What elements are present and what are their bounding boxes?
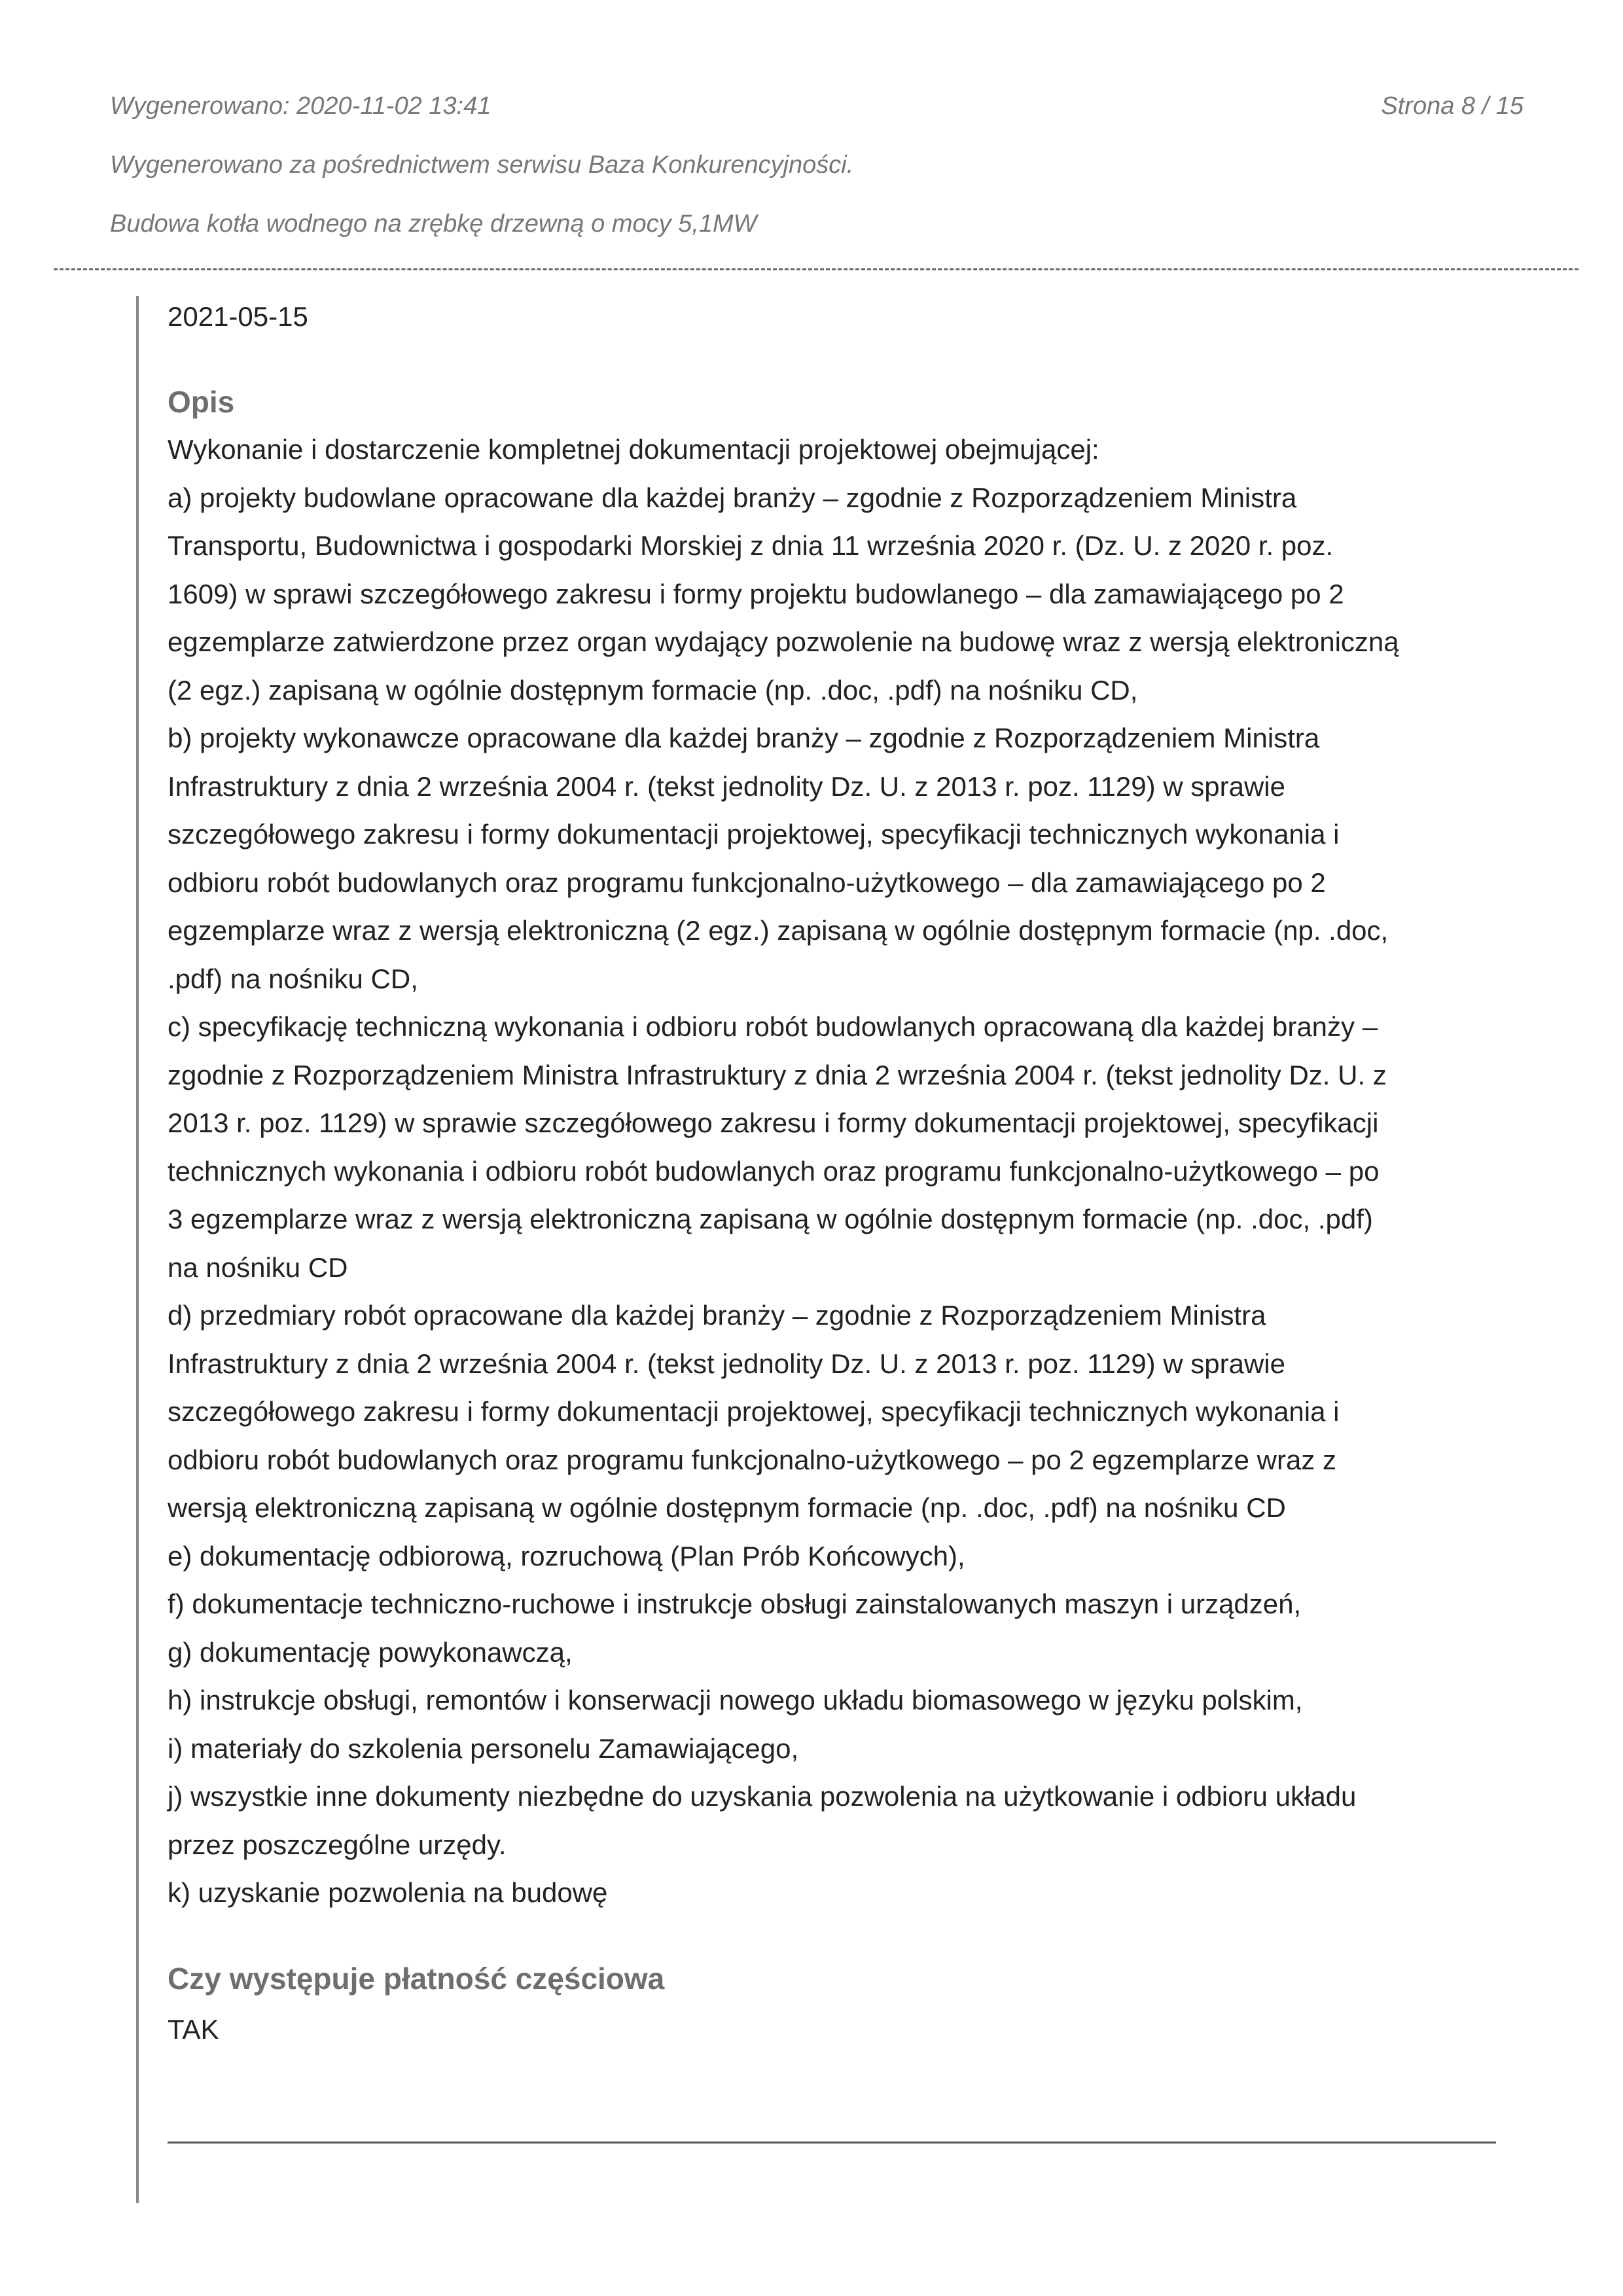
partial-payment-value: TAK: [168, 2013, 219, 2045]
description-line: Wykonanie i dostarczenie kompletnej dokumentacji projektowej obejmującej:: [168, 434, 1099, 465]
description-line: odbioru robót budowlanych oraz programu funkcjonalno-użytkowego – po 2 egzemplarze wraz z: [168, 1444, 1337, 1475]
description-line: zgodnie z Rozporządzeniem Ministra Infrastruktury z dnia 2 września 2004 r. (tekst jednolity Dz. U. z: [168, 1059, 1387, 1090]
description-line: .pdf) na nośniku CD,: [168, 963, 418, 994]
description-line: wersją elektroniczną zapisaną w ogólnie dostępnym formacie (np. .doc, .pdf) na nośniku CD: [168, 1492, 1286, 1523]
section-bottom-rule: [168, 2142, 1496, 2144]
description-line: przez poszczególne urzędy.: [168, 1829, 507, 1860]
description-line: 1609) w sprawi szczegółowego zakresu i formy projektu budowlanego – dla zamawiającego po 2: [168, 578, 1344, 609]
description-line: f) dokumentacje techniczno-ruchowe i instrukcje obsługi zainstalowanych maszyn i urządzeń,: [168, 1588, 1302, 1619]
section-left-rule: [136, 296, 139, 2203]
description-line: a) projekty budowlane opracowane dla każdej branży – zgodnie z Rozporządzeniem Ministra: [168, 482, 1297, 513]
description-line: e) dokumentację odbiorową, rozruchową (Plan Prób Końcowych),: [168, 1540, 965, 1571]
description-line: j) wszystkie inne dokumenty niezbędne do uzyskania pozwolenia na użytkowanie i odbioru układu: [168, 1781, 1357, 1812]
description-body: [168, 425, 1503, 1917]
content-section: [168, 298, 1503, 2048]
source-note: Wygenerowano za pośrednictwem serwisu Baza Konkurencyjności.: [110, 151, 854, 179]
description-line: Infrastruktury z dnia 2 września 2004 r. (tekst jednolity Dz. U. z 2013 r. poz. 1129) w sprawie: [168, 770, 1285, 802]
description-heading: Opis: [168, 385, 235, 419]
description-line: 2013 r. poz. 1129) w sprawie szczegółowego zakresu i formy dokumentacji projektowej, specyfikacji: [168, 1107, 1379, 1138]
description-line: k) uzyskanie pozwolenia na budowę: [168, 1877, 608, 1908]
description-line: technicznych wykonania i odbioru robót budowlanych oraz programu funkcjonalno-użytkowego – po: [168, 1155, 1380, 1187]
description-line: szczegółowego zakresu i formy dokumentacji projektowej, specyfikacji technicznych wykonania i: [168, 819, 1340, 850]
document-title: Budowa kotła wodnego na zrębkę drzewną o mocy 5,1MW: [110, 210, 757, 238]
description-line: egzemplarze wraz z wersją elektroniczną (2 egz.) zapisaną w ogólnie dostępnym formacie (np. .doc,: [168, 915, 1389, 946]
description-line: (2 egz.) zapisaną w ogólnie dostępnym formacie (np. .doc, .pdf) na nośniku CD,: [168, 674, 1138, 706]
description-line: g) dokumentację powykonawczą,: [168, 1636, 573, 1668]
partial-payment-heading: Czy występuje płatność częściowa: [168, 1961, 665, 1996]
description-line: Infrastruktury z dnia 2 września 2004 r. (tekst jednolity Dz. U. z 2013 r. poz. 1129) w sprawie: [168, 1348, 1285, 1379]
description-line: na nośniku CD: [168, 1251, 348, 1283]
description-line: d) przedmiary robót opracowane dla każdej branży – zgodnie z Rozporządzeniem Ministra: [168, 1300, 1266, 1331]
date-value: 2021-05-15: [168, 301, 308, 332]
description-line: 3 egzemplarze wraz z wersją elektroniczną zapisaną w ogólnie dostępnym formacie (np. .doc, .pdf): [168, 1204, 1373, 1234]
description-line: egzemplarze zatwierdzone przez organ wydający pozwolenie na budowę wraz z wersją elektroniczną: [168, 626, 1399, 657]
description-line: h) instrukcje obsługi, remontów i konserwacji nowego układu biomasowego w języku polskim,: [168, 1685, 1303, 1715]
description-line: i) materiały do szkolenia personelu Zamawiającego,: [168, 1732, 799, 1764]
header-separator: [54, 268, 1578, 270]
generated-timestamp: Wygenerowano: 2020-11-02 13:41: [110, 92, 491, 120]
description-line: b) projekty wykonawcze opracowane dla każdej branży – zgodnie z Rozporządzeniem Ministra: [168, 723, 1320, 753]
description-line: odbioru robót budowlanych oraz programu funkcjonalno-użytkowego – dla zamawiającego po 2: [168, 867, 1326, 898]
description-line: szczegółowego zakresu i formy dokumentacji projektowej, specyfikacji technicznych wykonania i: [168, 1396, 1340, 1427]
description-line: Transportu, Budownictwa i gospodarki Morskiej z dnia 11 września 2020 r. (Dz. U. z 2020 r. poz.: [168, 530, 1334, 561]
description-line: c) specyfikację techniczną wykonania i odbioru robót budowlanych opracowaną dla każdej branży –: [168, 1011, 1378, 1042]
page-number: Strona 8 / 15: [1381, 92, 1524, 120]
